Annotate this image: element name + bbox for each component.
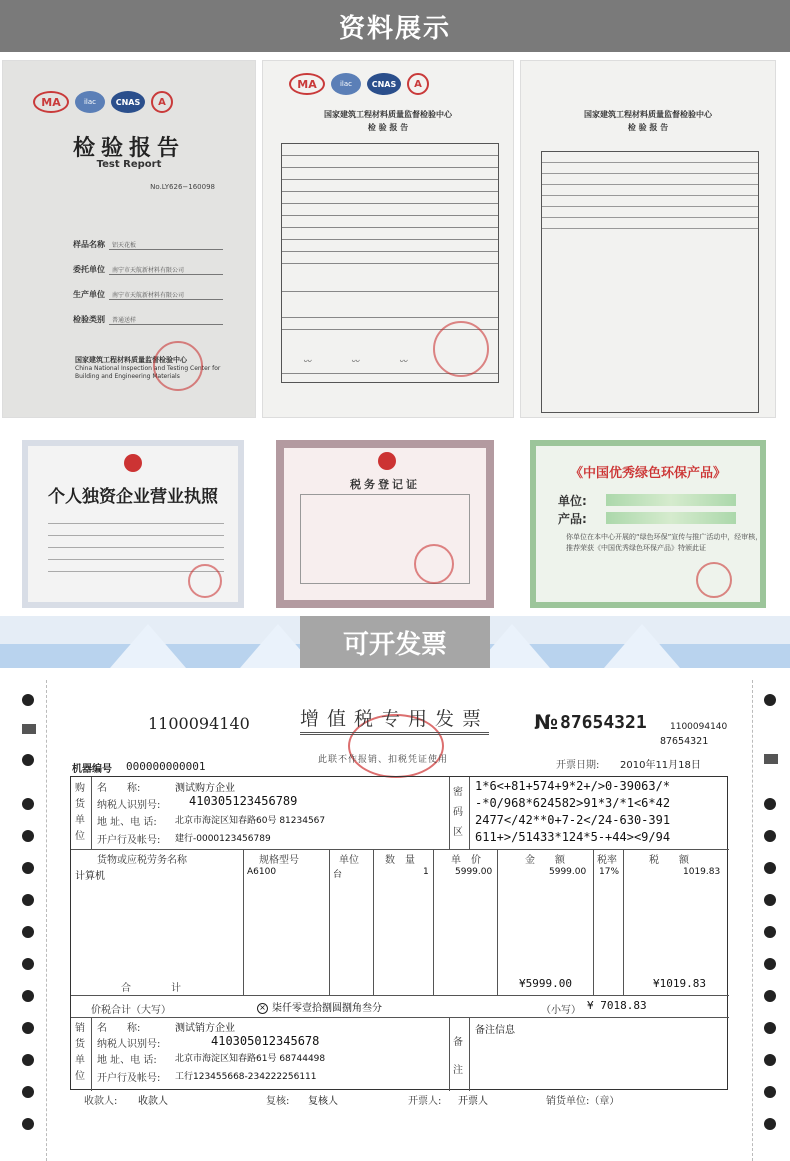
col-header-spec: 规格型号 (259, 855, 299, 866)
buyer-side-label: 购货单位 (75, 783, 85, 842)
cipher-line: 2477</42**0+7-2</24-630-391 (475, 813, 671, 827)
section-title-box (300, 616, 490, 668)
buyer-name-label: 名 称: (97, 783, 141, 794)
col-header-unit: 单位 (339, 855, 359, 866)
test-report-page-2[interactable] (520, 60, 776, 418)
buyer-address: 北京市海淀区知春路60号 81234567 (175, 816, 326, 826)
green-product-certificate[interactable] (530, 440, 766, 608)
cipher-side-label: 密码区 (453, 787, 463, 838)
reviewer: 复核人 (308, 1096, 338, 1107)
national-emblem-icon (378, 452, 396, 470)
buyer-bank: 建行-0000123456789 (175, 834, 271, 844)
remark-text: 备注信息 (475, 1025, 515, 1036)
drawer-label: 开票人: (408, 1096, 442, 1107)
machine-number: 000000000001 (126, 760, 206, 773)
banner-triangle (110, 624, 186, 668)
blurred-unit-value (606, 494, 736, 506)
item-qty: 1 (423, 867, 429, 877)
seller-address-label: 地 址、电 话: (97, 1055, 157, 1066)
section-banner-materials (0, 0, 790, 52)
certificate-product-label: 产品: (558, 512, 587, 526)
certificate-text: 你单位在本中心开展的“绿色环保”宣传与推广活动中，经审核，推荐荣获《中国优秀绿色环保产品》特颁此证 (566, 533, 763, 553)
certificate-lines (48, 512, 224, 572)
payee: 收款人 (138, 1096, 168, 1107)
col-header-name: 货物或应税劳务名称 (97, 855, 187, 866)
total-label: 合 计 (121, 983, 181, 994)
report-heading (263, 109, 513, 135)
col-header-qty: 数 量 (385, 855, 415, 866)
signature-icon: 〰 (399, 357, 407, 366)
banner-triangle (604, 624, 680, 668)
invoice-number-symbol: № (534, 710, 559, 734)
issue-date: 2010年11月18日 (620, 760, 701, 771)
report-fields (73, 239, 223, 339)
col-header-tax: 税 额 (649, 855, 689, 866)
section-title: 资料展示 (338, 13, 451, 44)
cma-logo-icon: MA (289, 73, 325, 95)
report-subtitle: Test Report (96, 159, 162, 170)
red-seal-icon (414, 544, 454, 584)
machine-number-label: 机器编号 (72, 764, 112, 775)
report-documents (0, 60, 790, 418)
item-name: 计算机 (75, 871, 105, 882)
seller-name: 测试销方企业 (175, 1023, 235, 1034)
col-header-rate: 税率 (597, 855, 617, 866)
grand-total-label: 价税合计（大写） (91, 1005, 171, 1016)
drawer: 开票人 (458, 1096, 488, 1107)
certificate-title: 税务登记证 (350, 478, 420, 491)
invoice-grid (70, 776, 728, 1090)
seller-bank: 工行123455668-234222256111 (175, 1072, 317, 1082)
col-header-price: 单 价 (451, 855, 481, 866)
report-field (73, 264, 223, 275)
report-heading-org: 国家建筑工程材料质量监督检验中心 (324, 110, 452, 119)
seller-address: 北京市海淀区知春路61号 68744498 (175, 1054, 326, 1064)
field-label: 样品名称 (73, 240, 105, 249)
field-label: 检验类别 (73, 315, 105, 324)
cnas-logo-icon: CNAS (367, 73, 401, 95)
certificate-title: 《中国优秀绿色环保产品》 (569, 466, 726, 481)
test-report-cover[interactable] (2, 60, 256, 418)
invoice-number-small: 87654321 (660, 736, 709, 747)
signature-icon: 〰 (351, 357, 359, 366)
circle-x-icon: × (257, 1003, 268, 1014)
total-amount: ¥5999.00 (519, 977, 572, 990)
red-seal-icon (153, 341, 203, 391)
report-number: No.LY626−160098 (150, 183, 215, 191)
business-license-certificate[interactable] (22, 440, 244, 608)
item-price: 5999.00 (455, 867, 493, 877)
red-seal-icon (188, 564, 222, 598)
ilac-logo-icon: ilac (75, 91, 105, 113)
signature-icon: 〰 (303, 357, 311, 366)
cipher-line: 1*6<+81+574+9*2+/>0-39063/* (475, 779, 671, 793)
buyer-name: 测试购方企业 (175, 783, 235, 794)
certificate-unit-label: 单位: (558, 494, 587, 508)
field-label: 生产单位 (73, 290, 105, 299)
reviewer-label: 复核: (266, 1096, 290, 1107)
cal-logo-icon: A (151, 91, 173, 113)
cma-logo-icon: MA (33, 91, 69, 113)
grand-total-words-text: 柒仟零壹拾捌圆捌角叁分 (272, 1003, 382, 1014)
cal-logo-icon: A (407, 73, 429, 95)
cipher-line: -*0/968*624582>91*3/*1<6*42 (475, 796, 671, 810)
invoice-notice: 此联不作报销、扣税凭证使用 (318, 755, 449, 765)
buyer-address-label: 地 址、电 话: (97, 817, 157, 828)
test-report-page-1[interactable] (262, 60, 514, 418)
org-name-en: China National Inspection and Testing Center for Building and Engineering Materials (75, 365, 221, 380)
seller-tax-id: 410305012345678 (211, 1034, 320, 1048)
buyer-bank-label: 开户行及帐号: (97, 835, 161, 846)
seller-seal-label: 销货单位:（章） (546, 1096, 620, 1107)
certification-logos (289, 73, 429, 95)
item-tax: 1019.83 (683, 867, 721, 877)
invoice-title: 增值税专用发票 (300, 704, 489, 731)
field-value: 南宁市天航新材料有限公司 (109, 290, 223, 300)
report-heading-sub: 检 验 报 告 (367, 122, 409, 132)
report-heading-sub: 检 验 报 告 (627, 122, 669, 132)
grand-total-small-label: （小写） (541, 1005, 581, 1016)
col-header-amount: 金 额 (525, 855, 565, 866)
remark-side-label: 备注 (453, 1037, 463, 1076)
report-results-table (541, 151, 759, 413)
report-heading-org: 国家建筑工程材料质量监督检验中心 (584, 110, 712, 119)
red-seal-icon (433, 321, 489, 377)
field-value: 普通送样 (109, 315, 223, 325)
red-seal-icon (696, 562, 732, 598)
seller-bank-label: 开户行及帐号: (97, 1073, 161, 1084)
cipher-line: 611+>/51433*124*5-+44><9/94 (475, 830, 671, 844)
invoice-code-small: 1100094140 (670, 722, 728, 732)
tax-registration-certificate[interactable] (276, 440, 494, 608)
vat-invoice (0, 680, 790, 1161)
report-heading (521, 109, 775, 135)
certificates (0, 440, 790, 608)
invoice-number: 87654321 (560, 712, 647, 733)
grand-total-small: ¥ 7018.83 (587, 999, 647, 1012)
item-amount: 5999.00 (549, 867, 587, 877)
perforation-line (752, 680, 753, 1161)
issue-date-label: 开票日期: (556, 760, 600, 771)
payee-label: 收款人: (84, 1096, 118, 1107)
buyer-tax-id-label: 纳税人识别号: (97, 800, 161, 811)
report-field (73, 314, 223, 325)
section-title: 可开发票 (342, 629, 447, 660)
report-signatures (303, 356, 407, 367)
seller-tax-id-label: 纳税人识别号: (97, 1039, 161, 1050)
seller-side-label: 销货单位 (75, 1023, 85, 1082)
certificate-title: 个人独资企业营业执照 (48, 487, 218, 507)
tractor-holes-right (762, 680, 782, 1161)
item-rate: 17% (599, 867, 620, 877)
cnas-logo-icon: CNAS (111, 91, 145, 113)
ilac-logo-icon: ilac (331, 73, 361, 95)
national-emblem-icon (124, 454, 142, 472)
total-tax: ¥1019.83 (653, 977, 706, 990)
report-field (73, 239, 223, 250)
blurred-product-value (606, 512, 736, 524)
report-title: 检验报告 (72, 135, 185, 161)
field-value: 南宁市天航新材料有限公司 (109, 265, 223, 275)
item-spec: A6100 (247, 867, 277, 877)
report-field (73, 289, 223, 300)
seller-name-label: 名 称: (97, 1023, 141, 1034)
certification-logos (33, 91, 173, 113)
item-unit: 台 (333, 870, 343, 880)
field-label: 委托单位 (73, 265, 105, 274)
perforation-line (46, 680, 47, 1161)
org-name: 国家建筑工程材料质量监督检验中心 (75, 356, 187, 364)
tractor-holes-left (20, 680, 40, 1161)
field-value: 铝天花板 (109, 240, 223, 250)
buyer-tax-id: 410305123456789 (189, 794, 298, 808)
section-banner-invoice (0, 616, 790, 668)
invoice-code: 1100094140 (148, 714, 250, 733)
grand-total-words (257, 999, 382, 1014)
